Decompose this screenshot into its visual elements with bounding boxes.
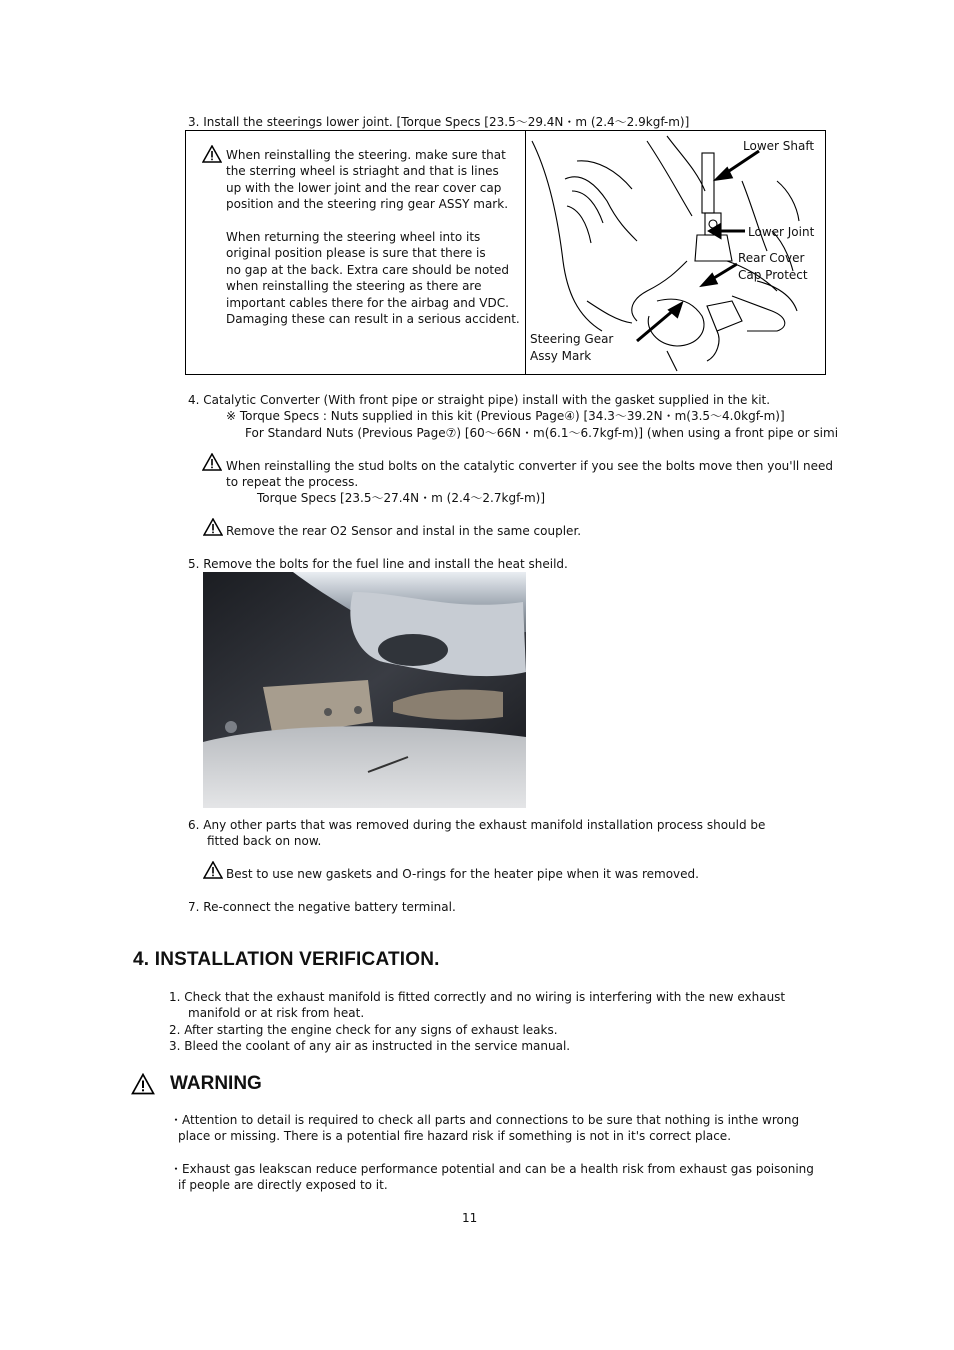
label-rear-cover-1: Rear Cover <box>738 251 805 265</box>
label-rear-cover-2: Cap Protect <box>738 268 808 282</box>
step3-heading: 3. Install the steerings lower joint. [Torque Specs [23.5～29.4N・m (2.4～2.9kgf-m)] <box>188 115 690 129</box>
step4-warning-spec: Torque Specs [23.5～27.4N・m (2.4～2.7kgf-m)] <box>257 491 546 505</box>
section-title: 4. INSTALLATION VERIFICATION. <box>133 949 440 970</box>
step6-warning: Best to use new gaskets and O-rings for the heater pipe when it was removed. <box>226 867 699 881</box>
step4-warning-1: When reinstalling the stud bolts on the catalytic converter if you see the bolts move then you'll need to repeat the process. <box>226 459 834 490</box>
warning-triangle-icon <box>131 1073 155 1095</box>
step4-warning-2: Remove the rear O2 Sensor and instal in the same coupler. <box>226 524 582 538</box>
verification-list <box>169 989 785 1055</box>
step5-heading: 5. Remove the bolts for the fuel line and install the heat sheild. <box>188 557 568 571</box>
page-number: 11 <box>462 1211 478 1225</box>
step7-heading: 7. Re-connect the negative battery terminal. <box>188 900 456 914</box>
warning-triangle-icon <box>203 518 223 536</box>
step6-text: 6. Any other parts that was removed during the exhaust manifold installation process should be fitted back on now. <box>188 818 766 849</box>
warning-triangle-icon <box>202 145 222 163</box>
list-item: 1. Check that the exhaust manifold is fitted correctly and no wiring is interfering with the new exhaust <box>169 990 786 1004</box>
label-lower-joint: Lower Joint <box>748 225 815 239</box>
warning-paragraph-1: ・Attention to detail is required to check all parts and connections to be sure that nothing is inthe wrong place or missing. There is a potential fire hazard risk if something is not in it's correct place. <box>170 1113 800 1144</box>
label-steering-gear-1: Steering Gear <box>530 332 614 346</box>
warning-paragraph-2: ・Exhaust gas leakscan reduce performance potential and can be a health risk from exhaust gas poisoning if people are directly exposed to it. <box>170 1162 814 1193</box>
label-lower-shaft: Lower Shaft <box>743 139 815 153</box>
warning-title: WARNING <box>170 1073 262 1094</box>
step4-heading: 4. Catalytic Converter (With front pipe or straight pipe) install with the gasket supplied in the kit. <box>188 393 771 407</box>
step4-spec2: For Standard Nuts (Previous Page⑦) [60～66N・m(6.1～6.7kgf-m)] (when using a front pipe or simi <box>245 426 839 440</box>
steering-note-1: When reinstalling the steering. make sure that the sterring wheel is striaght and that is lines up with the lower joint and the rear cover cap position and the steering ring gear ASSY mark. <box>226 148 509 212</box>
warning-triangle-icon <box>202 453 222 471</box>
list-item: manifold or at risk from heat. <box>188 1006 365 1021</box>
table-divider <box>525 131 526 374</box>
warning-triangle-icon <box>203 861 223 879</box>
steering-note-2: When returning the steering wheel into its original position please is sure that there is no gap at the back. Extra care should be noted when reinstalling the steering as there are important cables there for the airbag and VDC. Damaging these can result in a serious accident. <box>226 230 520 327</box>
step4-spec1: ※ Torque Specs : Nuts supplied in this kit (Previous Page④) [34.3～39.2N・m(3.5～4.0kgf-m)] <box>226 409 785 423</box>
list-item: 2. After starting the engine check for any signs of exhaust leaks. <box>169 1022 558 1037</box>
heat-shield-photo <box>203 572 526 808</box>
label-steering-gear-2: Assy Mark <box>530 349 592 363</box>
list-item: 3. Bleed the coolant of any air as instructed in the service manual. <box>169 1039 571 1054</box>
